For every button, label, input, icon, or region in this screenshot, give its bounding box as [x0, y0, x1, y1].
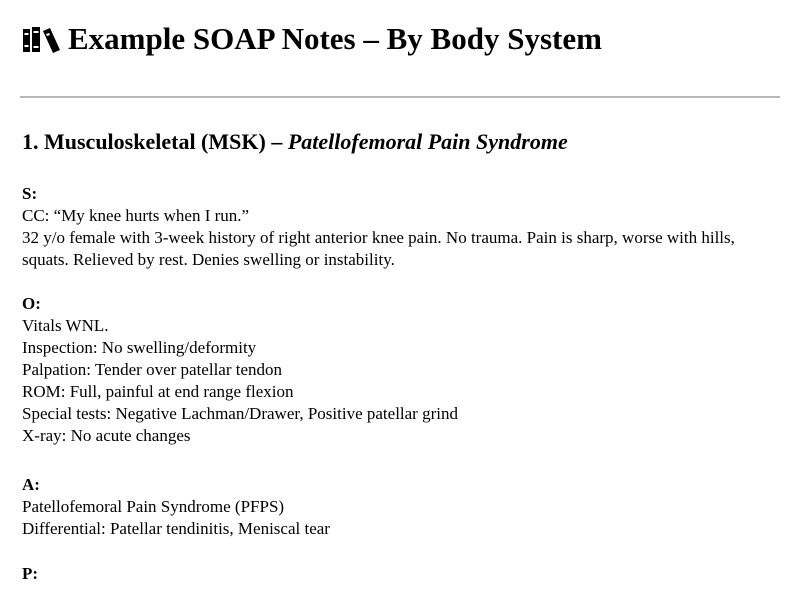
subjective-block: [22, 183, 782, 271]
plan-label: P:: [22, 564, 39, 583]
assessment-block: [22, 474, 782, 540]
section-separator: –: [265, 129, 288, 154]
document-title: [22, 19, 602, 59]
objective-block: [22, 293, 782, 447]
objective-line: X-ray: No acute changes: [22, 426, 191, 445]
document-title-text: Example SOAP Notes – By Body System: [68, 21, 602, 56]
history-text: 32 y/o female with 3-week history of right anterior knee pain. No trauma. Pain is sharp, worse with hills, squats. Relieved by rest. Denies swelling or instability.: [22, 228, 735, 269]
assessment-label: A:: [22, 475, 40, 494]
section-diagnosis: Patellofemoral Pain Syndrome: [287, 129, 568, 154]
assessment-line: Patellofemoral Pain Syndrome (PFPS): [22, 497, 285, 516]
plan-block: [22, 563, 782, 585]
objective-line: Inspection: No swelling/deformity: [22, 338, 257, 357]
objective-label: O:: [22, 294, 41, 313]
section-heading: [22, 127, 568, 157]
section-system: 1. Musculoskeletal (MSK): [22, 129, 266, 154]
objective-line: Special tests: Negative Lachman/Drawer, Positive patellar grind: [22, 404, 458, 423]
objective-line: Palpation: Tender over patellar tendon: [22, 360, 283, 379]
assessment-line: Differential: Patellar tendinitis, Meniscal tear: [22, 519, 330, 538]
objective-line: Vitals WNL.: [22, 316, 109, 335]
objective-line: ROM: Full, painful at end range flexion: [22, 382, 294, 401]
subjective-label: S:: [22, 184, 38, 203]
horizontal-divider: [20, 96, 780, 98]
chief-complaint: CC: “My knee hurts when I run.”: [22, 206, 250, 225]
books-icon: [22, 25, 62, 53]
